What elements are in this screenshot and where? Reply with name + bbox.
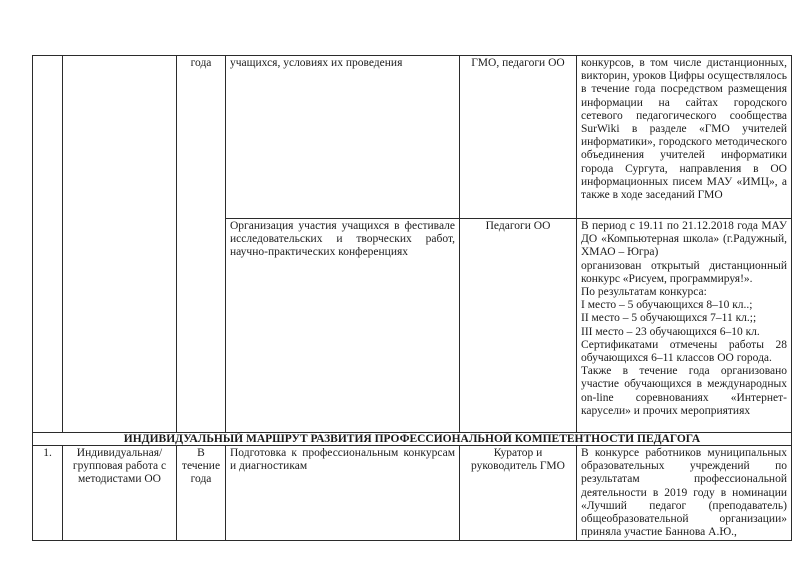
result-paragraph: По результатам конкурса: — [581, 286, 707, 299]
cell-work-form-continued — [63, 56, 177, 433]
cell-responsible-2 — [460, 219, 577, 433]
cell-timing-continued — [177, 56, 226, 433]
table-row — [33, 56, 792, 219]
responsible-text: ГМО, педагоги ОО — [471, 57, 565, 69]
activity-text: Организация участия учащихся в фестивале исследовательских и творческих работ, научно-практических конференциях — [230, 220, 455, 259]
section-header-row — [33, 433, 792, 446]
cell-number — [33, 446, 63, 541]
result-paragraph: III место – 23 обучающихся 6–10 кл. — [581, 325, 760, 338]
result-paragraph: I место – 5 обучающихся 8–10 кл..; — [581, 299, 753, 312]
section-header: ИНДИВИДУАЛЬНЫЙ МАРШРУТ РАЗВИТИЯ ПРОФЕССИОНАЛЬНОЙ КОМПЕТЕНТНОСТИ ПЕДАГОГА — [33, 433, 792, 446]
cell-result-3 — [577, 446, 792, 541]
activity-text: Подготовка к профессиональным конкурсам и диагностикам — [230, 447, 455, 473]
cell-activity-2 — [226, 219, 460, 433]
timing-text: В течение года — [181, 447, 221, 486]
pedagogical-report-table — [32, 55, 792, 541]
cell-responsible-3 — [460, 446, 577, 541]
cell-number-continued — [33, 56, 63, 433]
result-text: В конкурсе работников муниципальных образовательных учреждений по результатам профессиональной деятельности в 2019 году в номинации «Лучший педагог (преподаватель) общеобразовательной организации» приняла участие Баннова А.Ю., — [581, 447, 787, 539]
result-text: конкурсов, в том числе дистанционных, викторин, уроков Цифры осуществлялось в течение года посредством размещения информации на сайтах городского сетевого педагогического сообщества SurWiki в разделе «ГМО учителей информатики», городского методического объединения учителей информатики города Сургута, направления в ОО информационных писем МАУ «ИМЦ», а также в ходе заседаний ГМО — [581, 57, 787, 202]
table-row — [33, 446, 792, 541]
cell-result-2 — [577, 219, 792, 433]
responsible-text: Куратор и руководитель ГМО — [471, 447, 565, 473]
responsible-text: Педагоги ОО — [485, 220, 551, 232]
cell-result-1 — [577, 56, 792, 219]
result-paragraph: Также в течение года организовано участие обучающихся в международных on-line соревнованиях «Интернет-карусели» и прочих мероприятиях — [581, 365, 787, 417]
result-paragraph: организован открытый дистанционный конкурс «Рисуем, программируя!». — [581, 259, 787, 285]
activity-text: учащихся, условиях их проведения — [230, 57, 403, 69]
cell-activity-3 — [226, 446, 460, 541]
timing-text: года — [190, 57, 212, 69]
result-paragraph: Сертификатами отмечены работы 28 обучающихся 6–11 классов ОО города. — [581, 338, 787, 365]
result-paragraph: В период с 19.11 по 21.12.2018 года МАУ ДО «Компьютерная школа» (г.Радужный, ХМАО – Югра) — [581, 220, 787, 259]
row-number: 1. — [43, 447, 52, 459]
cell-work-form — [63, 446, 177, 541]
cell-timing — [177, 446, 226, 541]
cell-activity-1 — [226, 56, 460, 219]
cell-responsible-1 — [460, 56, 577, 219]
work-form-text: Индивидуальная/ групповая работа с методистами ОО — [72, 447, 167, 486]
result-paragraph: II место – 5 обучающихся 7–11 кл.;; — [581, 312, 757, 325]
